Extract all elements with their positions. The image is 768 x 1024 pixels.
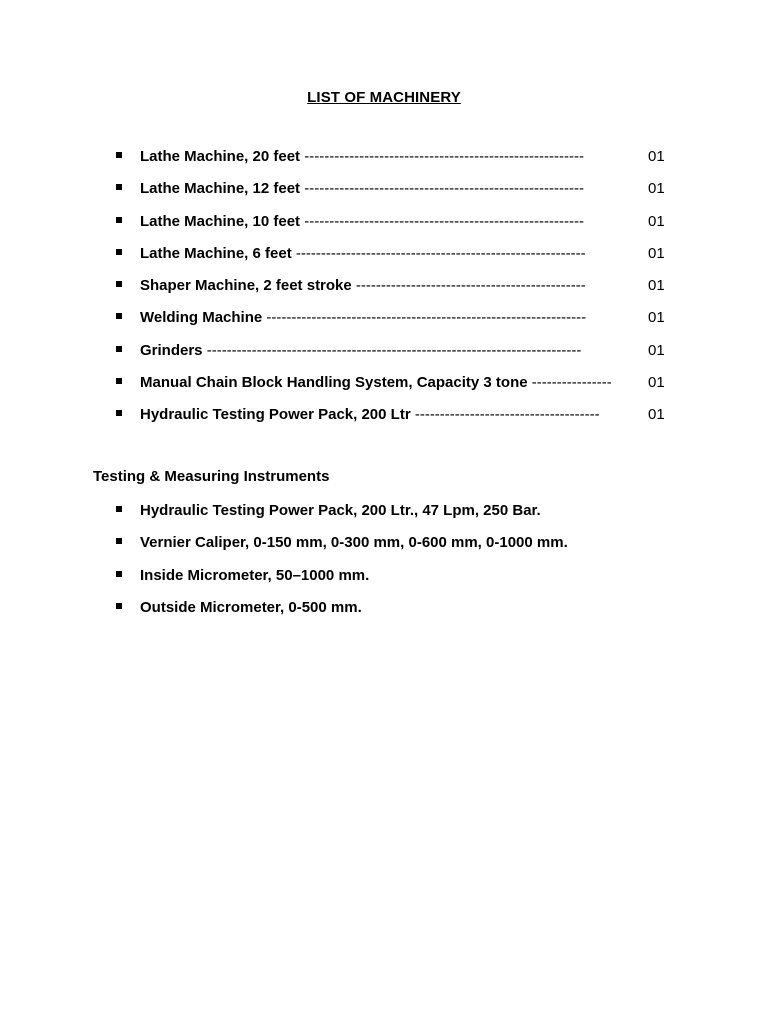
square-bullet-icon <box>116 152 122 158</box>
machinery-name: Hydraulic Testing Power Pack, 200 Ltr <box>140 406 411 424</box>
square-bullet-icon <box>116 506 122 512</box>
square-bullet-icon <box>116 410 122 416</box>
machinery-quantity: 01 <box>648 406 665 424</box>
instruments-list <box>0 500 768 629</box>
machinery-item-text <box>140 372 628 394</box>
leader-dashes: -------------------------------------------------------- <box>304 180 584 198</box>
machinery-name: Lathe Machine, 12 feet <box>140 180 301 198</box>
machinery-list <box>0 146 768 437</box>
machinery-quantity: 01 <box>648 309 665 327</box>
machinery-item-text <box>140 211 628 233</box>
machinery-quantity: 01 <box>648 148 665 165</box>
list-item <box>0 597 768 629</box>
list-item <box>0 275 768 307</box>
machinery-name: Welding Machine <box>140 309 263 327</box>
machinery-quantity: 01 <box>648 180 665 198</box>
machinery-item-text <box>140 178 628 200</box>
list-item <box>0 500 768 532</box>
instrument-item-text: Hydraulic Testing Power Pack, 200 Ltr., 47 Lpm, 250 Bar. <box>140 502 541 519</box>
machinery-name: Lathe Machine, 10 feet <box>140 212 301 230</box>
machinery-quantity: 01 <box>648 341 665 359</box>
square-bullet-icon <box>116 346 122 352</box>
machinery-item-text <box>140 275 628 297</box>
machinery-quantity: 01 <box>648 212 665 230</box>
leader-dashes: ---------------- <box>531 374 612 392</box>
instrument-item-text: Outside Micrometer, 0-500 mm. <box>140 598 362 616</box>
machinery-item-text <box>140 340 628 362</box>
machinery-quantity: 01 <box>648 277 665 295</box>
leader-dashes: ---------------------------------------------------------- <box>295 244 586 262</box>
leader-dashes: ---------------------------------------------- <box>355 277 586 295</box>
list-item <box>0 146 768 178</box>
list-item <box>0 404 768 436</box>
square-bullet-icon <box>116 184 122 190</box>
machinery-name: Shaper Machine, 2 feet stroke <box>140 277 352 295</box>
leader-dashes: ------------------------------------- <box>414 406 600 424</box>
square-bullet-icon <box>116 217 122 223</box>
leader-dashes: ---------------------------------------------------------------- <box>266 309 587 327</box>
machinery-item-text <box>140 307 628 329</box>
square-bullet-icon <box>116 313 122 319</box>
leader-dashes: --------------------------------------------------------------------------- <box>206 341 582 359</box>
square-bullet-icon <box>116 378 122 384</box>
square-bullet-icon <box>116 571 122 577</box>
square-bullet-icon <box>116 281 122 287</box>
square-bullet-icon <box>116 538 122 544</box>
list-item <box>0 340 768 372</box>
list-item <box>0 532 768 564</box>
square-bullet-icon <box>116 249 122 255</box>
square-bullet-icon <box>116 603 122 609</box>
leader-dashes: -------------------------------------------------------- <box>304 212 584 230</box>
list-item <box>0 243 768 275</box>
list-item <box>0 565 768 597</box>
machinery-quantity: 01 <box>648 244 665 262</box>
section-heading: Testing & Measuring Instruments <box>93 468 330 485</box>
machinery-quantity: 01 <box>648 374 665 392</box>
machinery-item-text <box>140 243 628 265</box>
leader-dashes: -------------------------------------------------------- <box>304 148 584 165</box>
document-title: LIST OF MACHINERY <box>307 89 461 106</box>
list-item <box>0 372 768 404</box>
list-item <box>0 178 768 210</box>
machinery-name: Grinders <box>140 341 203 359</box>
list-item <box>0 211 768 243</box>
machinery-item-text <box>140 146 628 168</box>
instrument-item-text: Vernier Caliper, 0-150 mm, 0-300 mm, 0-600 mm, 0-1000 mm. <box>140 534 568 552</box>
machinery-item-text <box>140 404 628 426</box>
machinery-name: Manual Chain Block Handling System, Capacity 3 tone <box>140 374 528 392</box>
instrument-item-text: Inside Micrometer, 50–1000 mm. <box>140 566 370 584</box>
list-item <box>0 307 768 339</box>
machinery-name: Lathe Machine, 20 feet <box>140 148 301 165</box>
machinery-name: Lathe Machine, 6 feet <box>140 244 292 262</box>
